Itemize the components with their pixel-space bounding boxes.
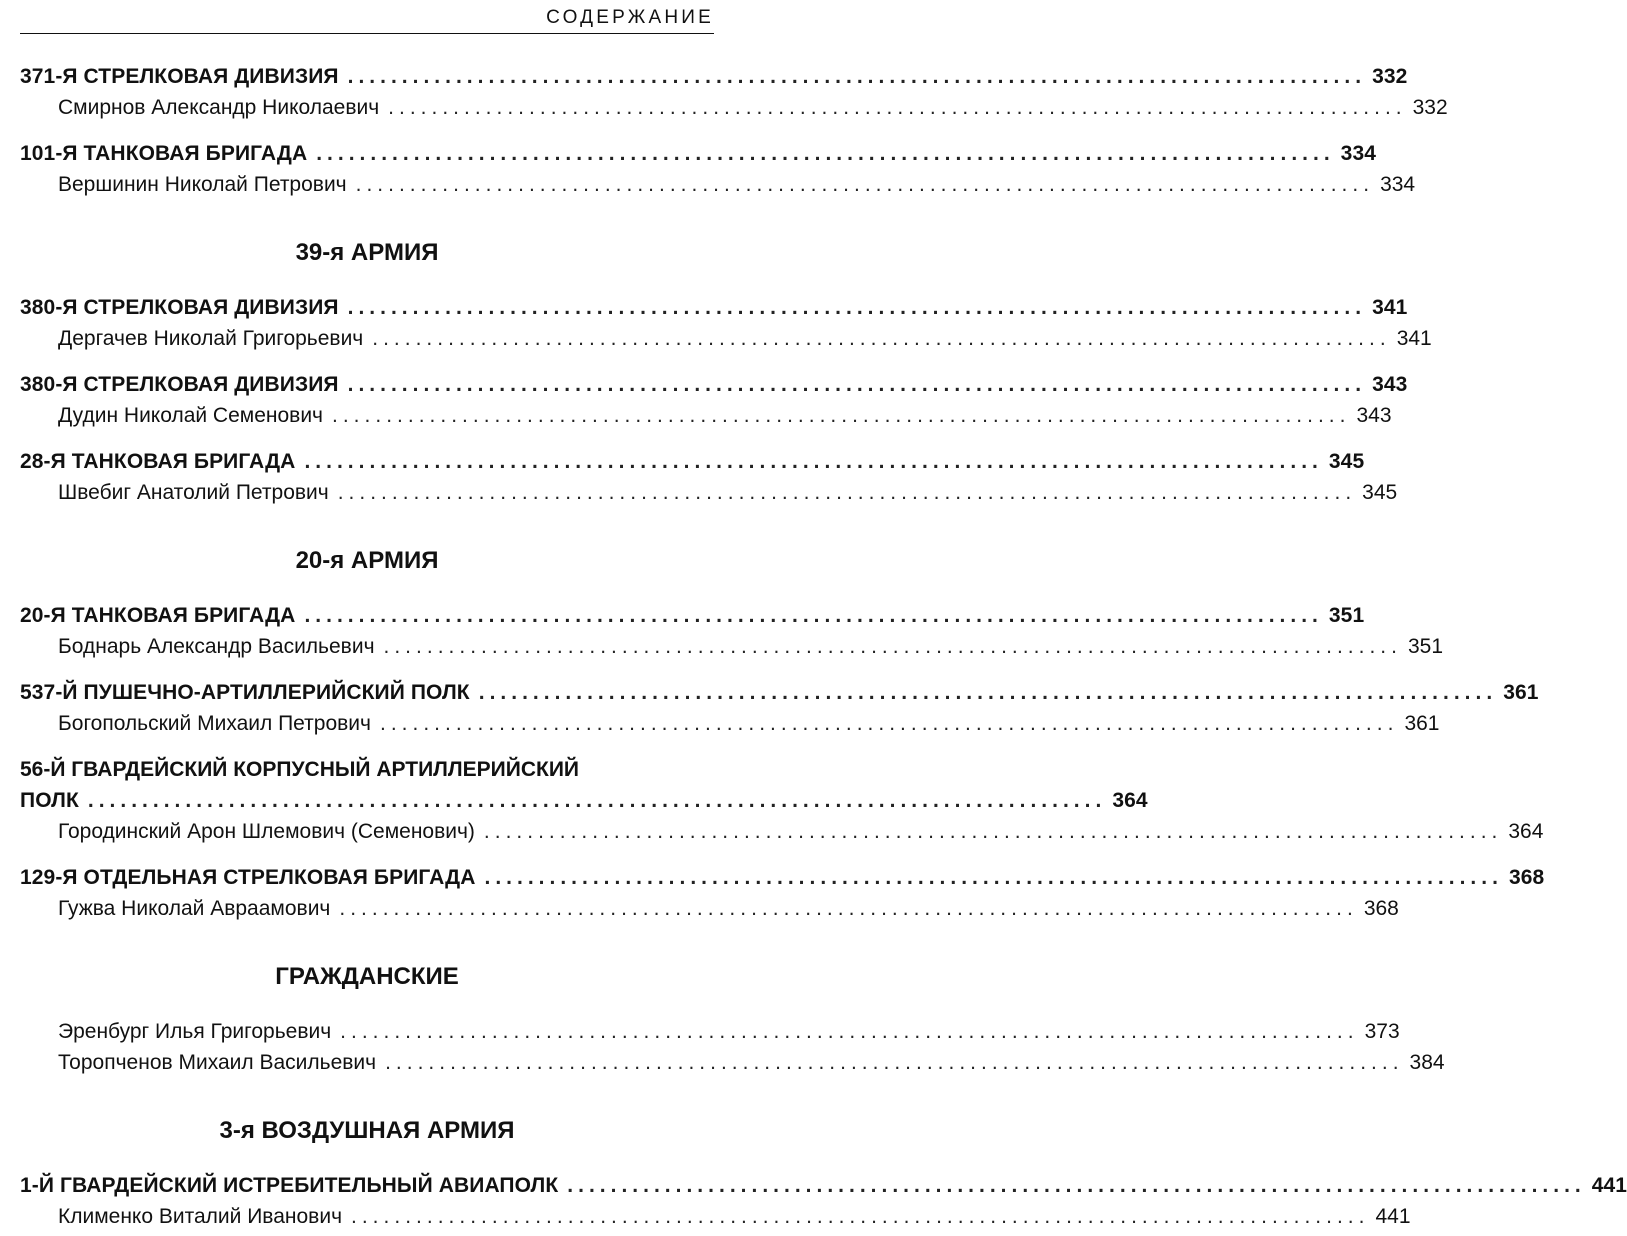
dot-leader: .............................................................................................. xyxy=(340,1020,1359,1043)
page-number: 351 xyxy=(1407,635,1444,658)
toc-entry-unit[interactable] xyxy=(20,789,1148,820)
dot-leader: .............................................................................................. xyxy=(337,481,1357,504)
dot-leader: .............................................................................................. xyxy=(567,1174,1586,1197)
toc-entry-person[interactable] xyxy=(20,820,1544,851)
page-number: 384 xyxy=(1409,1051,1445,1074)
page-number: 332 xyxy=(1412,96,1448,119)
toc-entry-unit[interactable] xyxy=(20,1174,1627,1205)
page-number: 361 xyxy=(1503,681,1539,704)
dot-leader: .............................................................................................. xyxy=(484,866,1503,889)
page-number: 364 xyxy=(1508,820,1544,843)
toc-entry-unit[interactable] xyxy=(20,450,1365,481)
toc-entry-unit[interactable] xyxy=(20,604,1365,635)
dot-leader: .............................................................................................. xyxy=(339,897,1358,920)
dot-leader: .............................................................................................. xyxy=(383,635,1402,658)
toc xyxy=(20,65,1627,1236)
toc-entry-person[interactable] xyxy=(20,712,1440,743)
dot-leader: .............................................................................................. xyxy=(478,681,1498,704)
dot-leader: .............................................................................................. xyxy=(87,789,1107,812)
page-number: 345 xyxy=(1362,481,1398,504)
toc-entry-unit[interactable] xyxy=(20,373,1408,404)
dot-leader: .............................................................................................. xyxy=(379,712,1399,735)
entry-title: Торопченов Михаил Васильевич xyxy=(58,1051,377,1074)
toc-entry-person[interactable] xyxy=(20,897,1399,928)
toc-entry-person[interactable] xyxy=(20,404,1392,435)
entry-title: Швебиг Анатолий Петрович xyxy=(58,481,329,504)
page-number: 441 xyxy=(1375,1205,1411,1228)
entry-title: 20-Я ТАНКОВАЯ БРИГАДА xyxy=(20,604,296,627)
toc-entry-person[interactable] xyxy=(20,173,1416,204)
page-number: 351 xyxy=(1328,604,1365,627)
section-heading: 3-я ВОЗДУШНАЯ АРМИЯ xyxy=(219,1117,515,1144)
dot-leader: .............................................................................................. xyxy=(372,327,1391,350)
entry-title: 537-Й ПУШЕЧНО-АРТИЛЛЕРИЙСКИЙ ПОЛК xyxy=(20,681,470,704)
dot-leader: .............................................................................................. xyxy=(385,1051,1404,1074)
entry-title: Богопольский Михаил Петрович xyxy=(58,712,371,735)
dot-leader: .............................................................................................. xyxy=(332,404,1351,427)
dot-leader: .............................................................................................. xyxy=(483,820,1503,843)
toc-entry-person[interactable] xyxy=(20,1020,1400,1051)
toc-entry-unit[interactable] xyxy=(20,296,1408,327)
page-number: 368 xyxy=(1508,866,1545,889)
toc-entry-person[interactable] xyxy=(20,96,1448,127)
dot-leader: .............................................................................................. xyxy=(351,1205,1370,1228)
toc-entry-person[interactable] xyxy=(20,635,1444,666)
entry-title: Боднарь Александр Васильевич xyxy=(58,635,375,658)
entry-title: 28-Я ТАНКОВАЯ БРИГАДА xyxy=(20,450,296,473)
dot-leader: .............................................................................................. xyxy=(304,450,1323,473)
toc-entry-person[interactable] xyxy=(20,481,1398,512)
page-header xyxy=(20,0,714,34)
dot-leader: .............................................................................................. xyxy=(347,373,1367,396)
toc-entry-person[interactable] xyxy=(20,1051,1445,1082)
running-head: СОДЕРЖАНИЕ xyxy=(546,7,714,28)
page-number: 361 xyxy=(1404,712,1440,735)
section-heading: 39-я АРМИЯ xyxy=(295,239,439,266)
page-number: 334 xyxy=(1380,173,1416,196)
page-number: 341 xyxy=(1396,327,1432,350)
page-number: 334 xyxy=(1340,142,1377,165)
dot-leader: .............................................................................................. xyxy=(347,296,1367,319)
entry-title: Вершинин Николай Петрович xyxy=(58,173,347,196)
dot-leader: .............................................................................................. xyxy=(304,604,1323,627)
entry-title: Эренбург Илья Григорьевич xyxy=(58,1020,332,1043)
entry-title: 380-Я СТРЕЛКОВАЯ ДИВИЗИЯ xyxy=(20,296,339,319)
toc-entry-person[interactable] xyxy=(20,1205,1411,1236)
dot-leader: .............................................................................................. xyxy=(355,173,1375,196)
page-number: 343 xyxy=(1372,373,1408,396)
dot-leader: .............................................................................................. xyxy=(316,142,1335,165)
section-heading: ГРАЖДАНСКИЕ xyxy=(275,963,459,990)
entry-title-line1[interactable]: 56-Й ГВАРДЕЙСКИЙ КОРПУСНЫЙ АРТИЛЛЕРИЙСКИЙ xyxy=(20,758,580,781)
page-number: 364 xyxy=(1112,789,1148,812)
entry-title: 380-Я СТРЕЛКОВАЯ ДИВИЗИЯ xyxy=(20,373,339,396)
dot-leader: .............................................................................................. xyxy=(388,96,1407,119)
page-number: 373 xyxy=(1364,1020,1400,1043)
entry-title: 371-Я СТРЕЛКОВАЯ ДИВИЗИЯ xyxy=(20,65,339,88)
entry-title: 1-Й ГВАРДЕЙСКИЙ ИСТРЕБИТЕЛЬНЫЙ АВИАПОЛК xyxy=(20,1174,559,1197)
entry-title-line2: ПОЛК xyxy=(20,789,79,812)
toc-entry-person[interactable] xyxy=(20,327,1432,358)
toc-entry-unit[interactable] xyxy=(20,142,1377,173)
page-number: 341 xyxy=(1372,296,1408,319)
entry-title: Смирнов Александр Николаевич xyxy=(58,96,380,119)
entry-title: Дудин Николай Семенович xyxy=(58,404,324,427)
page-number: 343 xyxy=(1356,404,1392,427)
page-number: 332 xyxy=(1372,65,1408,88)
page-number: 345 xyxy=(1328,450,1365,473)
entry-title: Городинский Арон Шлемович (Семенович) xyxy=(58,820,475,843)
toc-entry-unit[interactable] xyxy=(20,65,1408,96)
entry-title: Клименко Виталий Иванович xyxy=(58,1205,343,1228)
page-number: 368 xyxy=(1363,897,1399,920)
toc-entry-unit[interactable] xyxy=(20,681,1539,712)
entry-title: Дергачев Николай Григорьевич xyxy=(58,327,364,350)
entry-title: 129-Я ОТДЕЛЬНАЯ СТРЕЛКОВАЯ БРИГАДА xyxy=(20,866,476,889)
section-heading: 20-я АРМИЯ xyxy=(295,547,439,574)
entry-title: 101-Я ТАНКОВАЯ БРИГАДА xyxy=(20,142,308,165)
page-number: 441 xyxy=(1591,1174,1627,1197)
dot-leader: .............................................................................................. xyxy=(347,65,1367,88)
toc-entry-unit[interactable] xyxy=(20,866,1545,897)
entry-title: Гужва Николай Авраамович xyxy=(58,897,331,920)
